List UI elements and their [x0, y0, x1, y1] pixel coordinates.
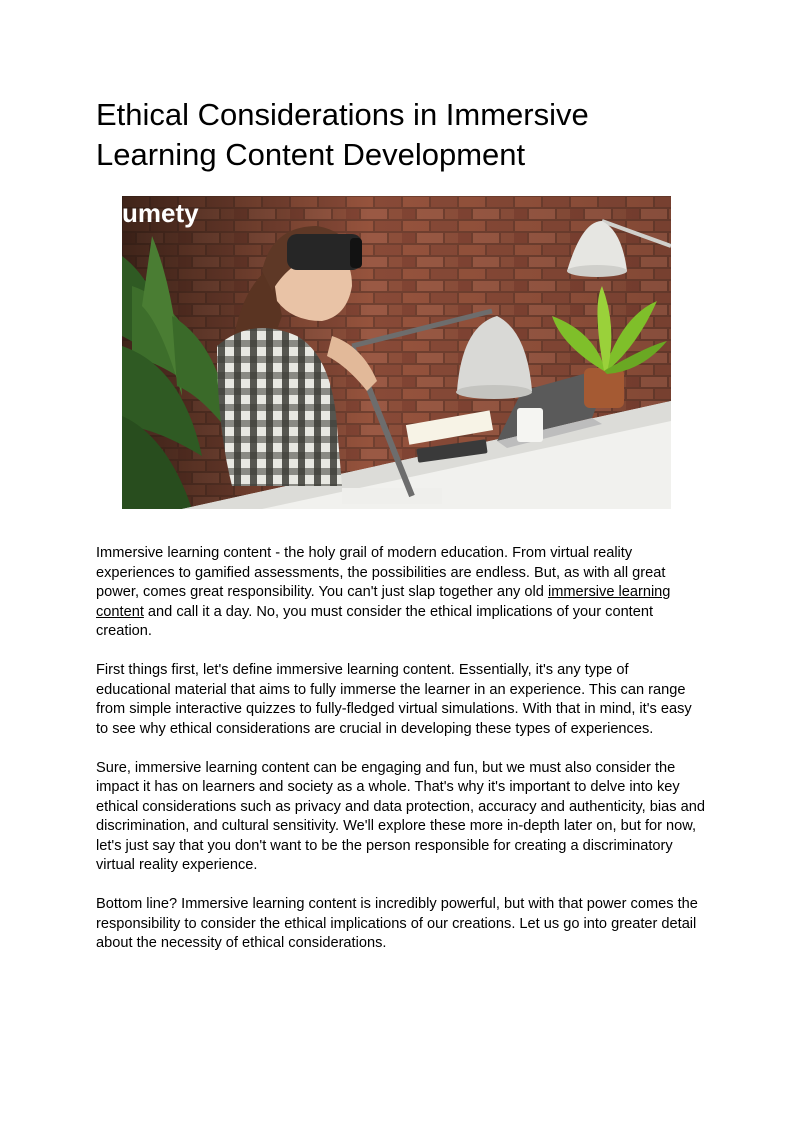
paragraph-considerations: Sure, immersive learning content can be engaging and fun, but we must also consider the impact it has on learners and society as a whole. That's why it's important to delve into key ethical considerations such as privacy and data protection, accuracy and authenticity, bias and discrimination, and cultural sensitivity. We'll explore these more in-depth later on, but for now, let's just say that you don't want to be the person responsible for creating a discriminatory virtual reality experience. [96, 759, 705, 873]
article-body [96, 544, 706, 973]
paragraph-intro-text-end: and call it a day. No, you must consider the ethical implications of your content creation. [96, 603, 654, 639]
vr-learner-illustration [122, 196, 671, 509]
immersive-learning-content-link[interactable]: immersive learning content [96, 584, 671, 620]
brand-logo: umety [122, 198, 199, 228]
paragraph-definition: First things first, let's define immersive learning content. Essentially, it's any type of educational material that aims to fully immerse the learner in an experience. This can range from simple interactive quizzes to fully-fledged virtual simulations. With that in mind, it's easy to see why ethical considerations are crucial in developing these types of experiences. [96, 662, 692, 737]
paragraph-intro-text: Immersive learning content - the holy grail of modern education. From virtual reality experiences to gamified assessments, the possibilities are endless. But, as with all great power, comes great responsibility. You can't just slap together any old [96, 545, 666, 600]
hero-image [122, 196, 671, 509]
paragraph-intro [96, 544, 706, 642]
page-title: Ethical Considerations in Immersive Learning Content Development [96, 97, 589, 172]
paragraph-bottom-line: Bottom line? Immersive learning content is incredibly powerful, but with that power comes the responsibility to consider the ethical implications of our creations. Let us go into greater detail about the necessity of ethical considerations. [96, 896, 698, 951]
